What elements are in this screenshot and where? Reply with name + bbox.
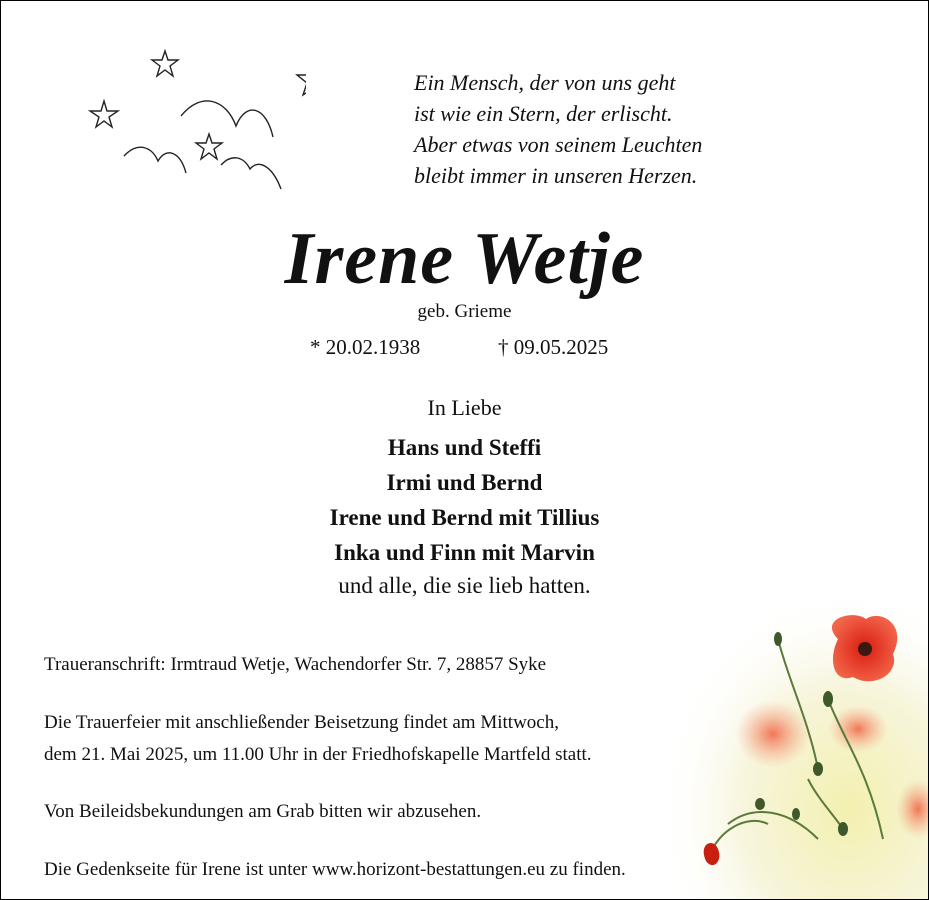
poem-line: Ein Mensch, der von uns geht xyxy=(414,70,676,95)
mourners-block xyxy=(1,394,928,602)
poem xyxy=(414,67,702,191)
poem-line: ist wie ein Stern, der erlischt. xyxy=(414,101,673,126)
poppy-flowers-illustration xyxy=(668,599,928,899)
poem-line: bleibt immer in unseren Herzen. xyxy=(414,163,698,188)
stars-birds-illustration xyxy=(76,41,306,201)
death-date: † 09.05.2025 xyxy=(498,335,609,359)
deceased-name: Irene Wetje xyxy=(284,218,645,300)
bird-icon xyxy=(181,101,273,137)
poem-line: Aber etwas von seinem Leuchten xyxy=(414,132,703,157)
family-member: Inka und Finn mit Marvin xyxy=(334,540,595,565)
star-icon xyxy=(297,63,306,95)
birth-date: * 20.02.1938 xyxy=(310,335,421,359)
condolence-note: Von Beileidsbekundungen am Grab bitten wir abzusehen. xyxy=(44,801,482,822)
bird-icon xyxy=(124,147,186,173)
birth-name: geb. Grieme xyxy=(417,301,512,322)
star-icon xyxy=(90,101,118,127)
funeral-details-line-1: Die Trauerfeier mit anschließender Beisetzung findet am Mittwoch, xyxy=(44,712,559,733)
star-icon xyxy=(196,134,222,159)
mourners-intro: In Liebe xyxy=(427,395,502,420)
family-member: Irene und Bernd mit Tillius xyxy=(329,505,600,530)
bird-icon xyxy=(221,158,281,189)
family-member: Hans und Steffi xyxy=(387,435,542,460)
star-icon xyxy=(152,51,178,76)
family-member: Irmi und Bernd xyxy=(386,470,543,495)
memorial-page-note: Die Gedenkseite für Irene ist unter www.horizont-bestattungen.eu zu finden. xyxy=(44,859,626,880)
mourners-closing: und alle, die sie lieb hatten. xyxy=(338,573,591,598)
funeral-details-line-2: dem 21. Mai 2025, um 11.00 Uhr in der Friedhofskapelle Martfeld statt. xyxy=(44,744,592,765)
mourning-address: Traueranschrift: Irmtraud Wetje, Wachendorfer Str. 7, 28857 Syke xyxy=(44,654,547,675)
